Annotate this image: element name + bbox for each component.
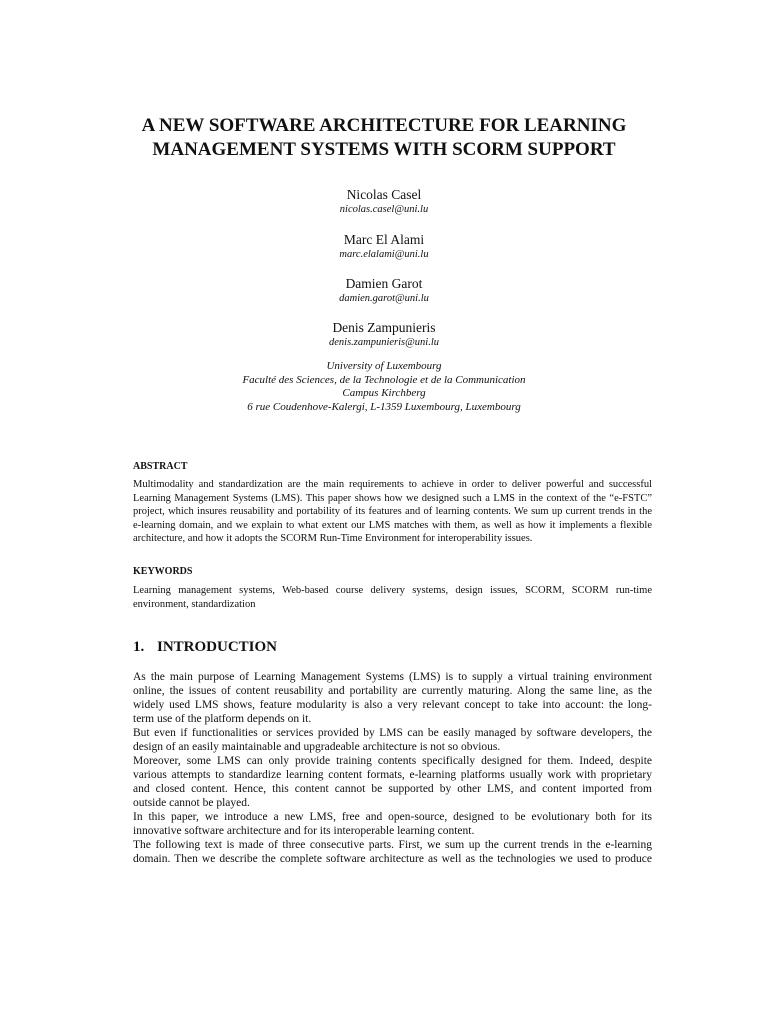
abstract-line: Learning Management Systems (LMS). This paper shows how we designed such a LMS in the context of the “e-FSTC”: [133, 492, 652, 504]
intro-line: online, the issues of content reusability and portability are currently maturing. Along the same line, as the: [133, 685, 652, 697]
section-title: INTRODUCTION: [157, 639, 278, 655]
intro-line: The following text is made of three consecutive parts. First, we sum up the current trends in the e-learning: [133, 839, 652, 851]
author-name: Damien Garot: [345, 276, 423, 291]
abstract-line: Multimodality and standardization are the main requirements to achieve in order to deliver powerful and successful: [133, 479, 652, 490]
intro-line: As the main purpose of Learning Management Systems (LMS) is to supply a virtual training environment: [133, 671, 652, 683]
author-entry: [184, 232, 584, 261]
author-entry: [184, 187, 584, 216]
abstract-line: project, which insures reusability and portability of its features and of learning contents. We sum up current trends in the: [133, 506, 652, 517]
affiliation-line: Faculté des Sciences, de la Technologie et de la Communication: [242, 373, 526, 386]
affiliation-line: Campus Kirchberg: [342, 387, 426, 399]
paper-title: [100, 114, 668, 162]
intro-line: term use of the platform depends on it.: [133, 713, 312, 725]
section-number: 1.: [133, 639, 145, 655]
abstract-line: e-learning domain, and we explain to what extent our LMS matches with them, as well as how it implements a flexible: [133, 519, 652, 531]
keywords-line: Learning management systems, Web-based course delivery systems, design issues, SCORM, SCORM run-time: [133, 585, 652, 596]
affiliation-line: University of Luxembourg: [326, 360, 442, 372]
keywords-heading: KEYWORDS: [133, 566, 193, 577]
introduction-body: [133, 670, 652, 866]
title-line: A NEW SOFTWARE ARCHITECTURE FOR LEARNING: [141, 115, 627, 136]
intro-line: innovative software architecture and for its interoperable learning content.: [133, 825, 475, 837]
intro-line: domain. Then we describe the complete software architecture as well as the technologies we used to produce: [133, 853, 652, 865]
author-name: Marc El Alami: [343, 232, 425, 247]
author-entry: [184, 320, 584, 349]
author-name: Nicolas Casel: [346, 187, 422, 202]
abstract-heading: ABSTRACT: [133, 461, 188, 472]
abstract-body: [133, 478, 652, 546]
abstract-line: architecture, and how it adopts the SCORM Run-Time Environment for interoperability issues.: [133, 533, 533, 544]
intro-line: widely used LMS shows, feature modularity is also a very relevant concept to take into account: the long-: [133, 699, 652, 711]
keywords-line: environment, standardization: [133, 598, 256, 610]
intro-line: Moreover, some LMS can only provide training contents specifically designed for them. Indeed, despite: [133, 755, 652, 767]
author-entry: [184, 276, 584, 305]
intro-line: design of an easily maintainable and upgradeable architecture is not so obvious.: [133, 741, 501, 753]
title-line: MANAGEMENT SYSTEMS WITH SCORM SUPPORT: [152, 139, 616, 160]
intro-line: outside cannot be played.: [133, 797, 250, 809]
intro-line: and closed content. Hence, this content cannot be supported by other LMS, and content imported from: [133, 783, 652, 795]
author-name: Denis Zampunieris: [332, 320, 436, 335]
author-email: marc.elalami@uni.lu: [339, 249, 429, 260]
author-email: damien.garot@uni.lu: [339, 293, 429, 304]
affiliation-line: 6 rue Coudenhove-Kalergi, L-1359 Luxembourg, Luxembourg: [247, 400, 521, 413]
intro-line: But even if functionalities or services provided by LMS can be easily managed by software developers, the: [133, 727, 652, 739]
author-email: nicolas.casel@uni.lu: [339, 204, 429, 215]
intro-line: various attempts to standardize learning content formats, e-learning platforms usually work with proprietary: [133, 769, 652, 781]
author-email: denis.zampunieris@uni.lu: [329, 337, 439, 348]
intro-line: In this paper, we introduce a new LMS, free and open-source, designed to be evolutionary both for its: [133, 811, 652, 823]
affiliation: [134, 360, 634, 414]
section-heading-introduction: [133, 638, 277, 656]
keywords-body: [133, 584, 652, 611]
